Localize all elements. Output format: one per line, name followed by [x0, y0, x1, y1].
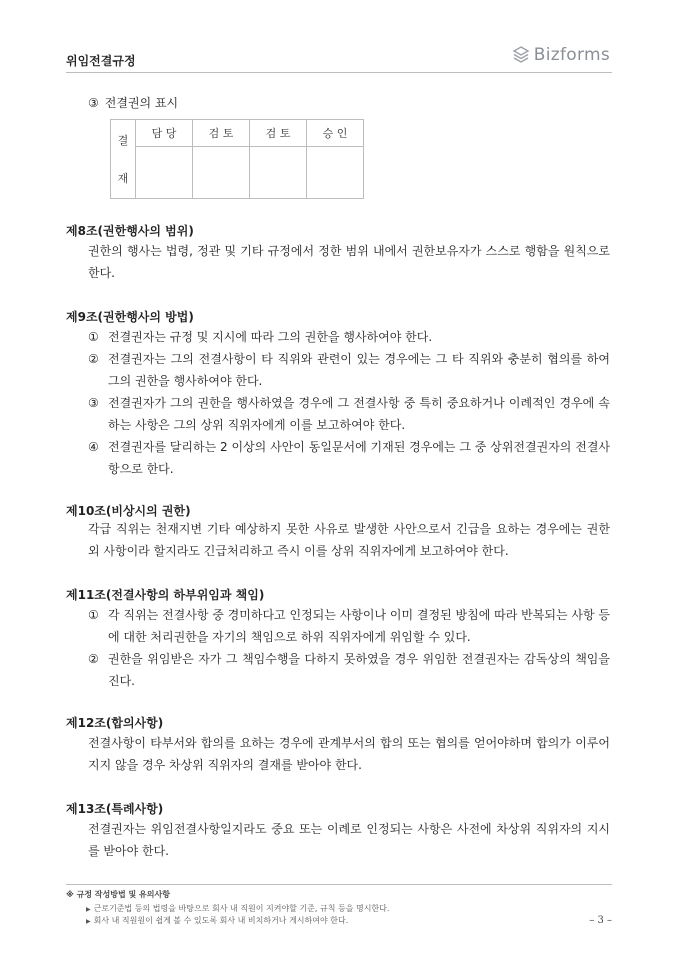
document-title: 위임전결규정 [66, 54, 136, 68]
approval-table [110, 119, 364, 199]
article-8-title: 제8조(권한행사의 범위) [66, 224, 194, 238]
article-9-title: 제9조(권한행사의 방법) [66, 310, 194, 324]
item-text: 전결권자는 그의 전결사항이 타 직위와 관련이 있는 경우에는 그 타 직위와 충분히 협의를 하여 그의 권한을 행사하여야 한다. [108, 352, 610, 388]
signature-cell-charge[interactable] [136, 147, 193, 199]
item-text: 각 직위는 전결사항 중 경미하다고 인정되는 사항이나 이미 결정된 방침에 따라 반복되는 사항 등에 대한 처리권한을 자기의 책임으로 하위 직위자에게 위임할 수 있다. [108, 608, 610, 644]
signature-cell-review-1[interactable] [193, 147, 250, 199]
article-13-title: 제13조(특례사항) [66, 802, 164, 816]
article-10-body: 각급 직위는 천재지변 기타 예상하지 못한 사유로 발생한 사안으로서 긴급을 요하는 경우에는 권한 외 사항이라 할지라도 긴급처리하고 즉시 이를 상위 직위자에게 보고하여야 한다. [88, 522, 610, 558]
article-13-body: 전결권자는 위임전결사항일지라도 중요 또는 이례로 인정되는 사항은 사전에 차상위 직위자의 지시를 받아야 한다. [88, 822, 610, 858]
brand-name: Bizforms [533, 45, 610, 65]
article-11-item-1 [88, 604, 610, 648]
article-9-item-3 [88, 392, 610, 436]
item-number: ④ [88, 440, 99, 454]
item-text: 전결권자는 규정 및 지시에 따라 그의 권한을 행사하여야 한다. [108, 330, 433, 344]
article-9-item-1 [88, 326, 610, 348]
page-header [66, 42, 612, 73]
item-number: ① [88, 608, 99, 622]
item-number: ② [88, 352, 99, 366]
article-11-title: 제11조(전결사항의 하부위임과 책임) [66, 588, 265, 602]
approval-display-label [88, 94, 178, 111]
item-text: 전결권자를 달리하는 2 이상의 사안이 동일문서에 기재된 경우에는 그 중 상위전결권자의 전결사항으로 한다. [108, 440, 610, 476]
approval-col-charge: 담 당 [136, 120, 193, 147]
article-8-body: 권한의 행사는 법령, 정관 및 기타 규정에서 정한 범위 내에서 권한보유자가 스스로 행함을 원칙으로 한다. [88, 244, 610, 280]
article-10-title: 제10조(비상시의 권한) [66, 504, 191, 518]
item-text: 권한을 위임받은 자가 그 책임수행을 다하지 못하였을 경우 위임한 전결권자는 감독상의 책임을 진다. [108, 652, 610, 688]
approval-side-top: 결 [117, 134, 129, 147]
item-number: ① [88, 330, 99, 344]
approval-side-bottom: 재 [117, 172, 129, 185]
footnote-line-1 [86, 903, 389, 914]
approval-section-text: 전결권의 표시 [104, 96, 179, 110]
footnote-text: 회사 내 직원원이 쉽게 볼 수 있도록 회사 내 비치하거나 게시하여야 한다. [93, 916, 349, 925]
triangle-right-icon: ▶ [86, 918, 91, 925]
article-12-body: 전결사항이 타부서와 합의를 요하는 경우에 관계부서의 합의 또는 협의를 얻어야하며 합의가 이루어지지 않을 경우 차상위 직위자의 결재를 받아야 한다. [88, 736, 610, 772]
item-text: 전결권자가 그의 권한을 행사하였을 경우에 그 전결사항 중 특히 중요하거나 이례적인 경우에 속하는 사항은 그의 상위 직위자에게 이를 보고하여야 한다. [108, 396, 610, 432]
article-12-title: 제12조(합의사항) [66, 716, 164, 730]
stacked-layers-icon [512, 45, 530, 65]
approval-section-number: ③ [88, 96, 99, 110]
footnote-title: ※ 규정 작성방법 및 유의사항 [66, 890, 170, 899]
triangle-right-icon: ▶ [86, 906, 91, 913]
item-number: ③ [88, 396, 99, 410]
approval-col-approve: 승 인 [307, 120, 364, 147]
brand-logo [512, 45, 610, 65]
footnote-line-2 [86, 915, 348, 926]
page-number: – 3 – [589, 915, 612, 926]
article-11-item-2 [88, 648, 610, 692]
item-number: ② [88, 652, 99, 666]
article-9-item-4 [88, 436, 610, 480]
signature-cell-approve[interactable] [307, 147, 364, 199]
signature-cell-review-2[interactable] [250, 147, 307, 199]
approval-col-review-2: 검 토 [250, 120, 307, 147]
approval-col-review-1: 검 토 [193, 120, 250, 147]
article-9-item-2 [88, 348, 610, 392]
footnote-text: 근로기준법 등의 법령을 바탕으로 회사 내 직원이 지켜야할 기준, 규칙 등을 명시한다. [93, 904, 390, 913]
approval-side-label [111, 120, 136, 199]
page-footer [66, 884, 612, 926]
